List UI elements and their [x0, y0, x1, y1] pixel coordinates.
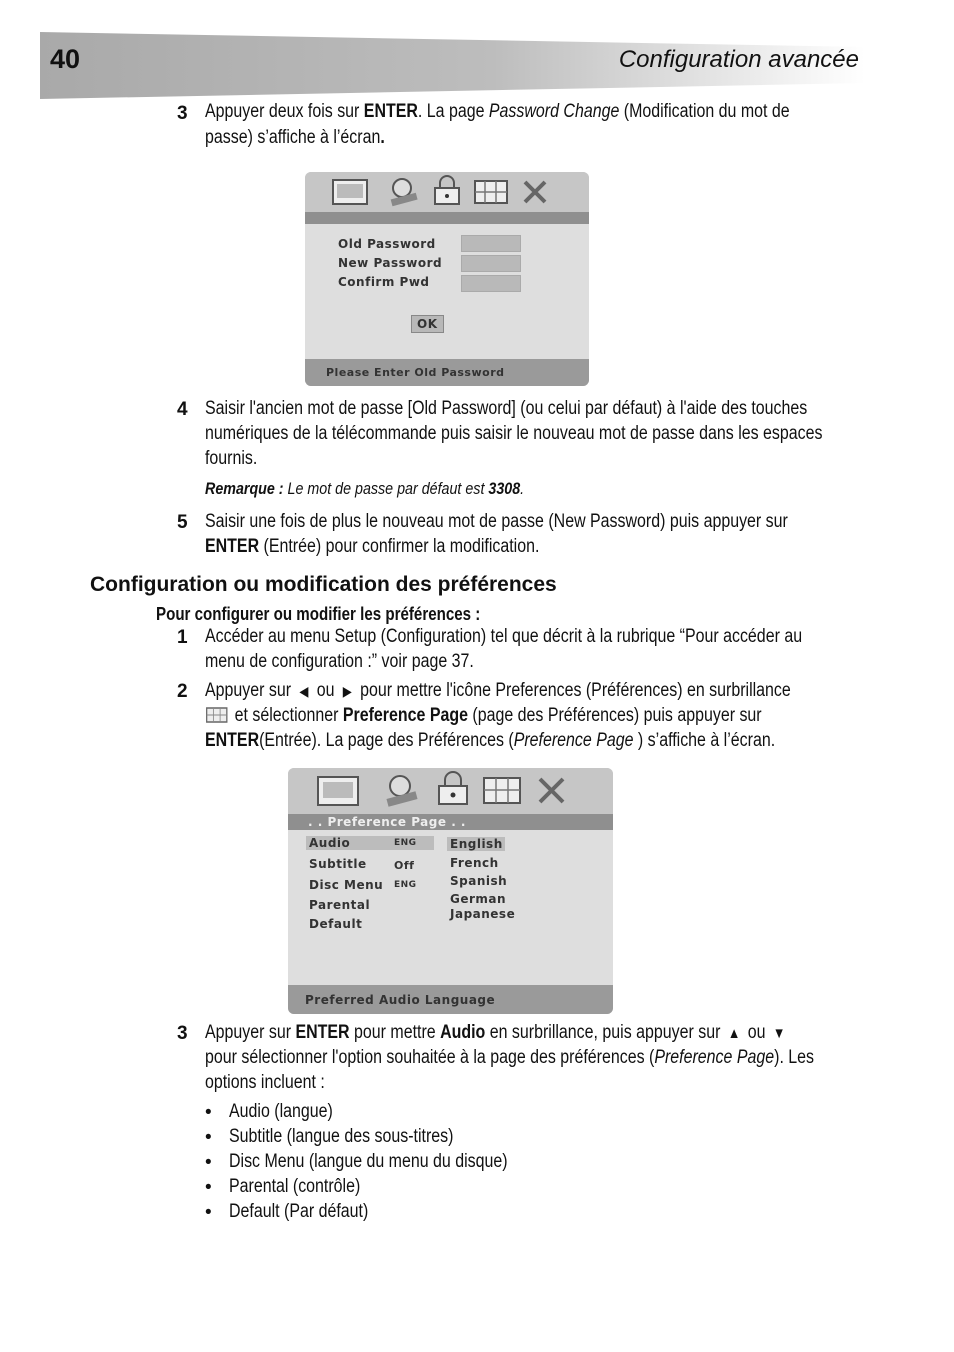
enter-key: ENTER: [205, 730, 260, 751]
text: passe) s’affiche à l’écran: [205, 127, 381, 148]
text: .: [520, 479, 525, 498]
preference-page-screenshot: [288, 768, 613, 1014]
text: ) s’affiche à l’écran.: [633, 730, 776, 751]
option-french[interactable]: French: [450, 856, 499, 870]
step5-line1: Saisir une fois de plus le nouveau mot de passe (New Password) puis appuyer sur: [205, 511, 788, 532]
page-name: Preference Page: [654, 1047, 775, 1068]
step2-line3: [205, 730, 775, 752]
note-label: Remarque :: [205, 479, 284, 498]
menu-item-disc-menu[interactable]: Disc Menu: [309, 878, 384, 892]
text: ou: [312, 680, 339, 701]
enter-key: ENTER: [363, 101, 418, 122]
text: pour mettre l'icône Preferences (Préférences) en surbrillance: [355, 680, 791, 701]
list-item: Default (Par défaut): [229, 1201, 369, 1222]
general-setup-icon: [333, 180, 367, 204]
menu-body: [305, 224, 589, 359]
menu-item-subtitle[interactable]: Subtitle: [309, 857, 367, 871]
preference-page-title: . . Preference Page . .: [308, 815, 466, 829]
audio-setup-icon: [386, 776, 417, 807]
preferences-icon: [205, 706, 230, 724]
lock-icon: [439, 772, 467, 804]
lock-icon: [435, 176, 459, 204]
text: en surbrillance, puis appuyer sur: [485, 1022, 725, 1043]
step4-line1: Saisir l'ancien mot de passe [Old Password] (ou celui par défaut) à l'aide des touches: [205, 398, 808, 419]
step3b-line2: [205, 1047, 814, 1069]
option-german[interactable]: German: [450, 892, 507, 906]
general-setup-icon: [318, 777, 358, 805]
audio-value: ENG: [394, 838, 417, 848]
audio-label: Audio: [440, 1022, 486, 1043]
preferences-icon: [475, 181, 507, 203]
left-arrow-icon: ◀: [299, 683, 309, 699]
sub-heading: Pour configurer ou modifier les préférences :: [156, 604, 481, 624]
step-number: 5: [177, 512, 188, 533]
step2-line1: [205, 680, 791, 702]
note: [205, 479, 524, 499]
title-stripe: [288, 814, 613, 830]
text: ). Les: [774, 1047, 815, 1068]
page-number: 40: [50, 44, 81, 74]
step1-line2: menu de configuration :” voir page 37.: [205, 651, 474, 672]
step2-line2: [205, 705, 762, 727]
step-number: 1: [177, 627, 188, 648]
preference-page-label: Preference Page: [342, 705, 468, 726]
setup-toolbar: [288, 768, 613, 814]
exit-icon: [540, 779, 563, 802]
status-bar: [305, 359, 589, 386]
step3a-line2: [205, 127, 385, 149]
audio-setup-icon: [391, 179, 418, 206]
option-english[interactable]: English: [450, 837, 503, 851]
text: (page des Préférences) puis appuyer sur: [467, 705, 762, 726]
page-name: Password Change: [488, 101, 620, 122]
new-password-field[interactable]: [461, 255, 521, 272]
status-text: Preferred Audio Language: [305, 993, 496, 1007]
section-heading: Configuration ou modification des préférences: [90, 573, 557, 596]
confirm-password-label: Confirm Pwd: [338, 275, 430, 289]
enter-key: ENTER: [205, 536, 260, 557]
menu-item-audio[interactable]: Audio: [309, 836, 351, 850]
text: pour mettre: [349, 1022, 441, 1043]
text: . La page: [417, 101, 489, 122]
step1-line1: Accéder au menu Setup (Configuration) tel que décrit à la rubrique “Pour accéder au: [205, 626, 803, 647]
text: Appuyer sur: [205, 680, 296, 701]
bullet: •: [205, 1202, 212, 1223]
disc-menu-value: ENG: [394, 880, 417, 890]
old-password-label: Old Password: [338, 237, 436, 251]
text: (Modification du mot de: [619, 101, 790, 122]
up-arrow-icon: ▲: [727, 1025, 741, 1042]
option-spanish[interactable]: Spanish: [450, 874, 508, 888]
list-item: Subtitle (langue des sous-titres): [229, 1126, 454, 1147]
bullet: •: [205, 1127, 212, 1148]
step-number: 2: [177, 681, 188, 702]
text: et sélectionner: [230, 705, 343, 726]
step-number: 4: [177, 399, 188, 420]
exit-icon: [525, 182, 545, 202]
menu-body: [288, 830, 613, 985]
list-item: Disc Menu (langue du menu du disque): [229, 1151, 508, 1172]
step4-line3: fournis.: [205, 448, 258, 469]
ok-button[interactable]: OK: [411, 315, 444, 333]
down-arrow-icon: ▼: [772, 1025, 786, 1042]
step5-line2: [205, 536, 539, 558]
text: (Entrée) pour confirmer la modification.: [259, 536, 540, 557]
option-japanese[interactable]: Japanese: [450, 907, 516, 921]
step3a-line1: [205, 101, 790, 123]
running-title: Configuration avancée: [618, 46, 859, 73]
list-item: Parental (contrôle): [229, 1176, 361, 1197]
bullet: •: [205, 1102, 212, 1123]
status-bar: [288, 985, 613, 1014]
page-name: Preference Page: [513, 730, 634, 751]
menu-item-default[interactable]: Default: [309, 917, 363, 931]
title-stripe: [305, 212, 589, 224]
subtitle-value: Off: [394, 859, 415, 872]
text: Appuyer deux fois sur: [205, 101, 364, 122]
step-number: 3: [177, 1023, 188, 1044]
confirm-password-field[interactable]: [461, 275, 521, 292]
text: pour sélectionner l'option souhaitée à la page des préférences (: [205, 1047, 655, 1068]
list-item: Audio (langue): [229, 1101, 333, 1122]
text: Appuyer sur: [205, 1022, 296, 1043]
new-password-label: New Password: [338, 256, 443, 270]
preferences-icon: [484, 778, 520, 803]
step3b-line3: options incluent :: [205, 1072, 325, 1093]
enter-key: ENTER: [295, 1022, 350, 1043]
right-arrow-icon: ▶: [342, 683, 352, 699]
menu-item-parental[interactable]: Parental: [309, 898, 371, 912]
text: ou: [743, 1022, 770, 1043]
step4-line2: numériques de la télécommande puis saisir le nouveau mot de passe dans les espaces: [205, 423, 823, 444]
setup-toolbar: [305, 172, 589, 212]
text: Le mot de passe par défaut est: [283, 479, 489, 498]
step3b-line1: [205, 1022, 788, 1044]
bullet: •: [205, 1152, 212, 1173]
old-password-field[interactable]: [461, 235, 521, 252]
password-change-screenshot: [305, 172, 589, 386]
status-text: Please Enter Old Password: [326, 366, 505, 379]
default-code: 3308: [488, 479, 521, 498]
bullet: •: [205, 1177, 212, 1198]
text: (Entrée). La page des Préférences (: [259, 730, 514, 751]
step-number: 3: [177, 103, 188, 124]
text: .: [380, 127, 385, 148]
